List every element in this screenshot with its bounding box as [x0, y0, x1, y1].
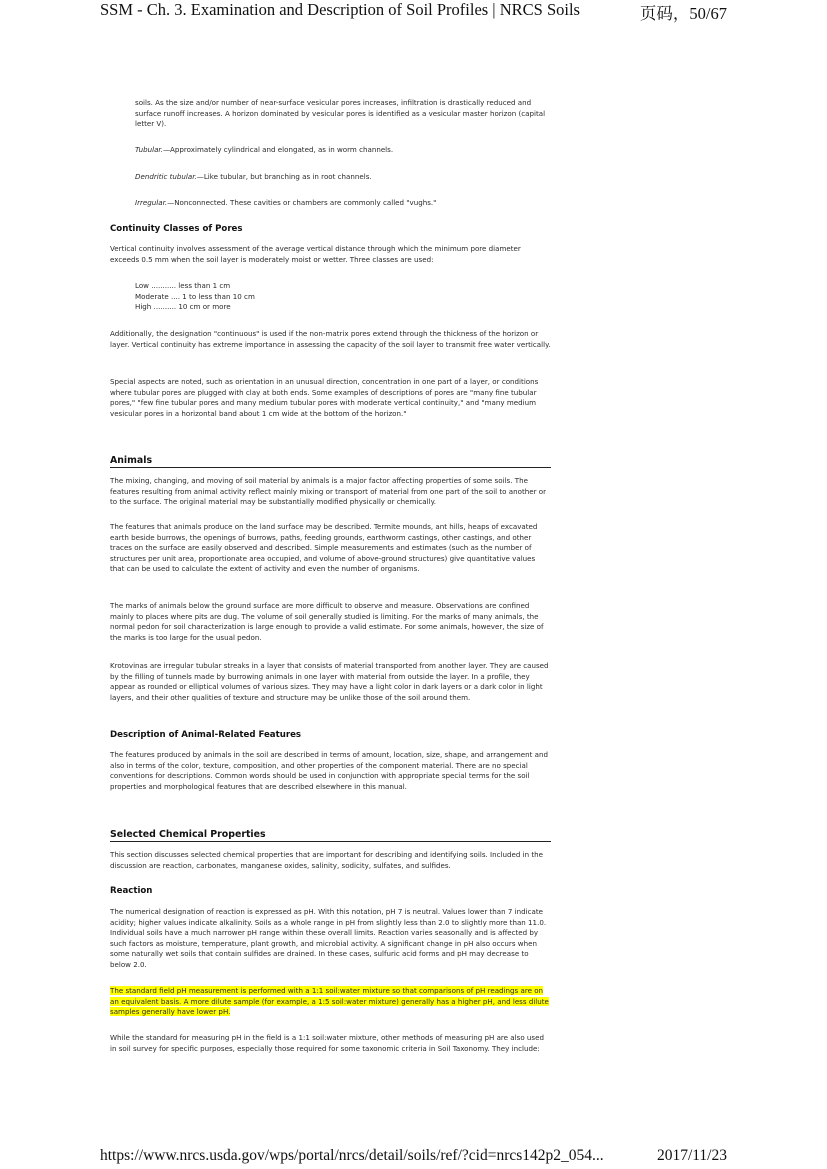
animals-p1: The mixing, changing, and moving of soil material by animals is a major factor affecting properties of some soils. The features resulting from animal activity reflect mainly mixing or transport of material from one part of the soil to another or to the surface. The original material may be substantially modified physically or chemically.: [110, 476, 547, 506]
class-low: Low ........... less than 1 cm: [135, 281, 231, 290]
page-number: 页码，50/67: [639, 4, 727, 23]
continuity-classes: [110, 281, 255, 313]
print-date: 2017/11/23: [656, 1147, 727, 1164]
reaction-p2: While the standard for measuring pH in the field is a 1:1 soil:water mixture, other methods of measuring pH are also used in soil survey for specific purposes, especially those required for some taxonomic criteria in Soil Taxonomy. They include:: [110, 1033, 544, 1053]
continuity-para2: Special aspects are noted, such as orientation in an unusual direction, concentration in one part of a layer, or conditions where tubular pores are plugged with clay at both ends. Some examples of descriptions of pores are "many fine tubular pores," "few fine tubular pores and many medium tubular pores with moderate vertical continuity," and "many medium vesicular pores in a horizontal band about 1 cm wide at the bottom of the horizon.": [110, 377, 539, 418]
continuity-para1: Additionally, the designation "continuous" is used if the non-matrix pores extend through the thickness of the horizon or layer. Vertical continuity has extreme importance in assessing the capacity of the soil layer to transmit free water vertically.: [110, 329, 551, 349]
class-moderate: Moderate .... 1 to less than 10 cm: [135, 291, 255, 301]
animals-p5: The features produced by animals in the soil are described in terms of amount, location, size, shape, and arrangement and also in terms of the color, texture, composition, and other properties of the component material. There are no special conventions for descriptions. Common words should be used in conjunction with appropriate special terms for the soil properties and morphological features that are described elsewhere in this manual.: [110, 750, 548, 791]
continuity-heading: Continuity Classes of Pores: [110, 224, 243, 234]
dendritic-paragraph: [110, 172, 372, 183]
animals-p4: Krotovinas are irregular tubular streaks in a layer that consists of material transported from another layer. They are caused by the filling of tunnels made by burrowing animals in one layer with material from outside the layer. In a profile, they appear as rounded or elliptical volumes of various sizes. They may have a light color in dark layers or a dark color in light layers, and their other qualities of texture and structure may be unlike those of the soil around them.: [110, 661, 549, 702]
irregular-paragraph: [110, 198, 436, 209]
reaction-highlight: [110, 986, 551, 1018]
class-high: High .......... 10 cm or more: [135, 302, 231, 311]
tubular-term: Tubular.: [135, 145, 163, 154]
animals-p2: The features that animals produce on the land surface may be described. Termite mounds, ant hills, heaps of excavated earth beside burrows, the openings of burrows, paths, feeding grounds, earthworm castings, other castings, and other traces on the surface are easily observed and described. Simple measurements and estimates (such as the number of structures per unit area, proportionate area occupied, and volume of above-ground structures) give quantitative values that can be used to calculate the extent of activity and even the number of organisms.: [110, 522, 538, 573]
tubular-text: —Approximately cylindrical and elongated, as in worm channels.: [162, 145, 394, 154]
dendritic-text: —Like tubular, but branching as in root channels.: [196, 172, 372, 181]
reaction-p1: The numerical designation of reaction is expressed as pH. With this notation, pH 7 is neutral. Values lower than 7 indicate acidity; higher values indicate alkalinity. Soils as a whole range in pH from slightly less than 2.0 to slightly more than 11.0. Individual soils have a much narrower pH range within these overall limits. Reaction varies seasonally and is affected by such factors as moisture, temperature, plant growth, and microbial activity. A significant change in pH also occurs when some naturally wet soils that contain sulfides are drained. In these cases, sulfuric acid forms and pH may decrease to below 2.0.: [110, 907, 547, 969]
print-header: [0, 0, 827, 24]
tubular-paragraph: [110, 145, 393, 156]
animals-p3: The marks of animals below the ground surface are more difficult to observe and measure. Observations are confined mainly to places where pits are dug. The volume of soil generally studied is limiting. For the marks of many animals, the normal pedon for soil characterization is large enough to provide a valid estimate. For some animals, however, the size of the marks is too large for the usual pedon.: [110, 601, 544, 642]
highlighted-text: The standard field pH measurement is performed with a 1:1 soil:water mixture so that comparisons of pH readings are on an equivalent basis. A more dilute sample (for example, a 1:5 soil:water mixture) generally has a higher pH, and less dilute samples generally have lower pH.: [110, 986, 549, 1016]
page-url: https://www.nrcs.usda.gov/wps/portal/nrcs/detail/soils/ref/?cid=nrcs142p2_054...: [100, 1147, 604, 1164]
reaction-heading: Reaction: [110, 886, 153, 896]
chemical-intro: This section discusses selected chemical properties that are important for describing and identifying soils. Included in the discussion are reaction, carbonates, manganese oxides, salinity, sodicity, sulfates, and sulfides.: [110, 850, 543, 870]
chemical-heading: Selected Chemical Properties: [110, 829, 551, 842]
vesicular-paragraph: soils. As the size and/or number of near-surface vesicular pores increases, infiltration is drastically reduced and surface runoff increases. A horizon dominated by vesicular pores is identified as a vesicular master horizon (capital letter V).: [135, 98, 546, 128]
animals-heading: Animals: [110, 455, 551, 468]
irregular-term: Irregular.: [135, 198, 168, 207]
dendritic-term: Dendritic tubular.: [135, 172, 197, 181]
page-title: SSM - Ch. 3. Examination and Description of Soil Profiles | NRCS Soils: [100, 0, 580, 19]
print-footer: [0, 1145, 827, 1169]
irregular-text: —Nonconnected. These cavities or chambers are commonly called "vughs.": [167, 198, 437, 207]
animal-features-heading: Description of Animal-Related Features: [110, 730, 302, 740]
continuity-intro: Vertical continuity involves assessment of the average vertical distance through which the minimum pore diameter exceeds 0.5 mm when the soil layer is moderately moist or wetter. Three classes are used:: [110, 244, 521, 264]
